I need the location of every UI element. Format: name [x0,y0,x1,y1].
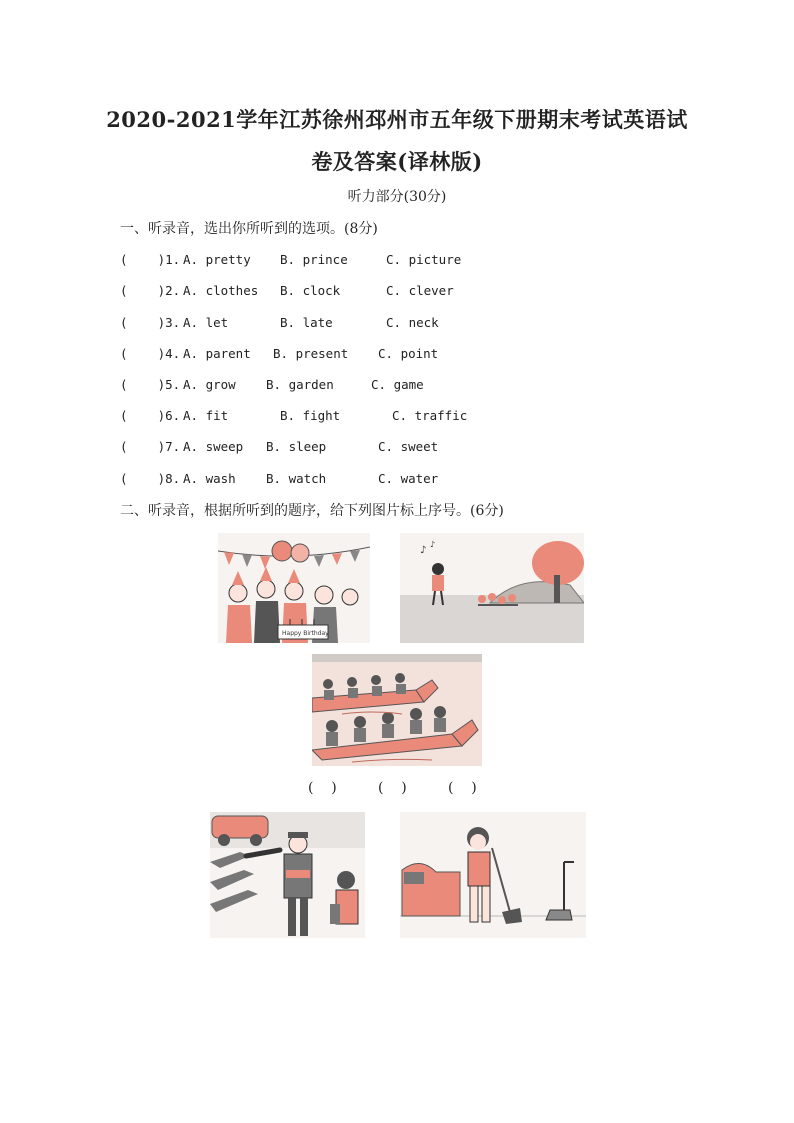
svg-text:♪: ♪ [420,545,427,556]
cake-text: Happy Birthday [282,630,329,637]
option-c: C. water [378,471,439,486]
option-a: A. clothes [183,283,259,298]
question-number: ( )2. [120,283,181,298]
page-title-line1: 2020-2021学年江苏徐州邳州市五年级下册期末考试英语试 [106,107,688,132]
option-b: B. late [280,315,333,330]
dragon-boat-illustration [312,654,482,766]
traffic-police-illustration [210,812,365,938]
question-number: ( )4. [120,346,181,361]
option-a: A. sweep [183,439,244,454]
option-b: B. watch [266,471,327,486]
option-c: C. picture [386,252,462,267]
birthday-party-illustration [218,533,370,643]
question-number: ( )3. [120,315,181,330]
page-title-line2: 卷及答案(译林版) [311,149,483,174]
option-b: B. fight [280,408,341,423]
option-b: B. present [273,346,349,361]
answer-blank: ( ) [378,780,407,796]
answer-blank: ( ) [308,780,337,796]
svg-text:♪: ♪ [430,540,436,549]
section1-heading: 一、听录音，选出你所听到的选项。(8分) [120,221,378,237]
dragon-boat-picture [312,654,482,766]
option-a: A. parent [183,346,251,361]
section2-heading: 二、听录音，根据所听到的题序，给下列图片标上序号。(6分) [120,503,504,519]
option-b: B. garden [266,377,334,392]
option-c: C. clever [386,283,454,298]
answer-blank: ( ) [448,780,477,796]
garden-illustration [400,533,584,643]
option-a: A. pretty [183,252,251,267]
option-a: A. fit [183,408,229,423]
option-a: A. let [183,315,229,330]
garden-picture [400,533,584,643]
sweeping-illustration [400,812,586,938]
option-c: C. neck [386,315,439,330]
section-subtitle: 听力部分(30分) [347,189,447,205]
option-b: B. sleep [266,439,327,454]
question-number: ( )5. [120,377,181,392]
option-a: A. wash [183,471,236,486]
option-c: C. traffic [392,408,468,423]
birthday-party-picture [218,533,370,643]
question-number: ( )1. [120,252,181,267]
question-number: ( )7. [120,439,181,454]
option-c: C. point [378,346,439,361]
option-c: C. sweet [378,439,439,454]
sweeping-picture [400,812,586,938]
option-b: B. clock [280,283,341,298]
option-c: C. game [371,377,424,392]
option-b: B. prince [280,252,348,267]
option-a: A. grow [183,377,236,392]
question-number: ( )8. [120,471,181,486]
question-number: ( )6. [120,408,181,423]
traffic-police-picture [210,812,365,938]
